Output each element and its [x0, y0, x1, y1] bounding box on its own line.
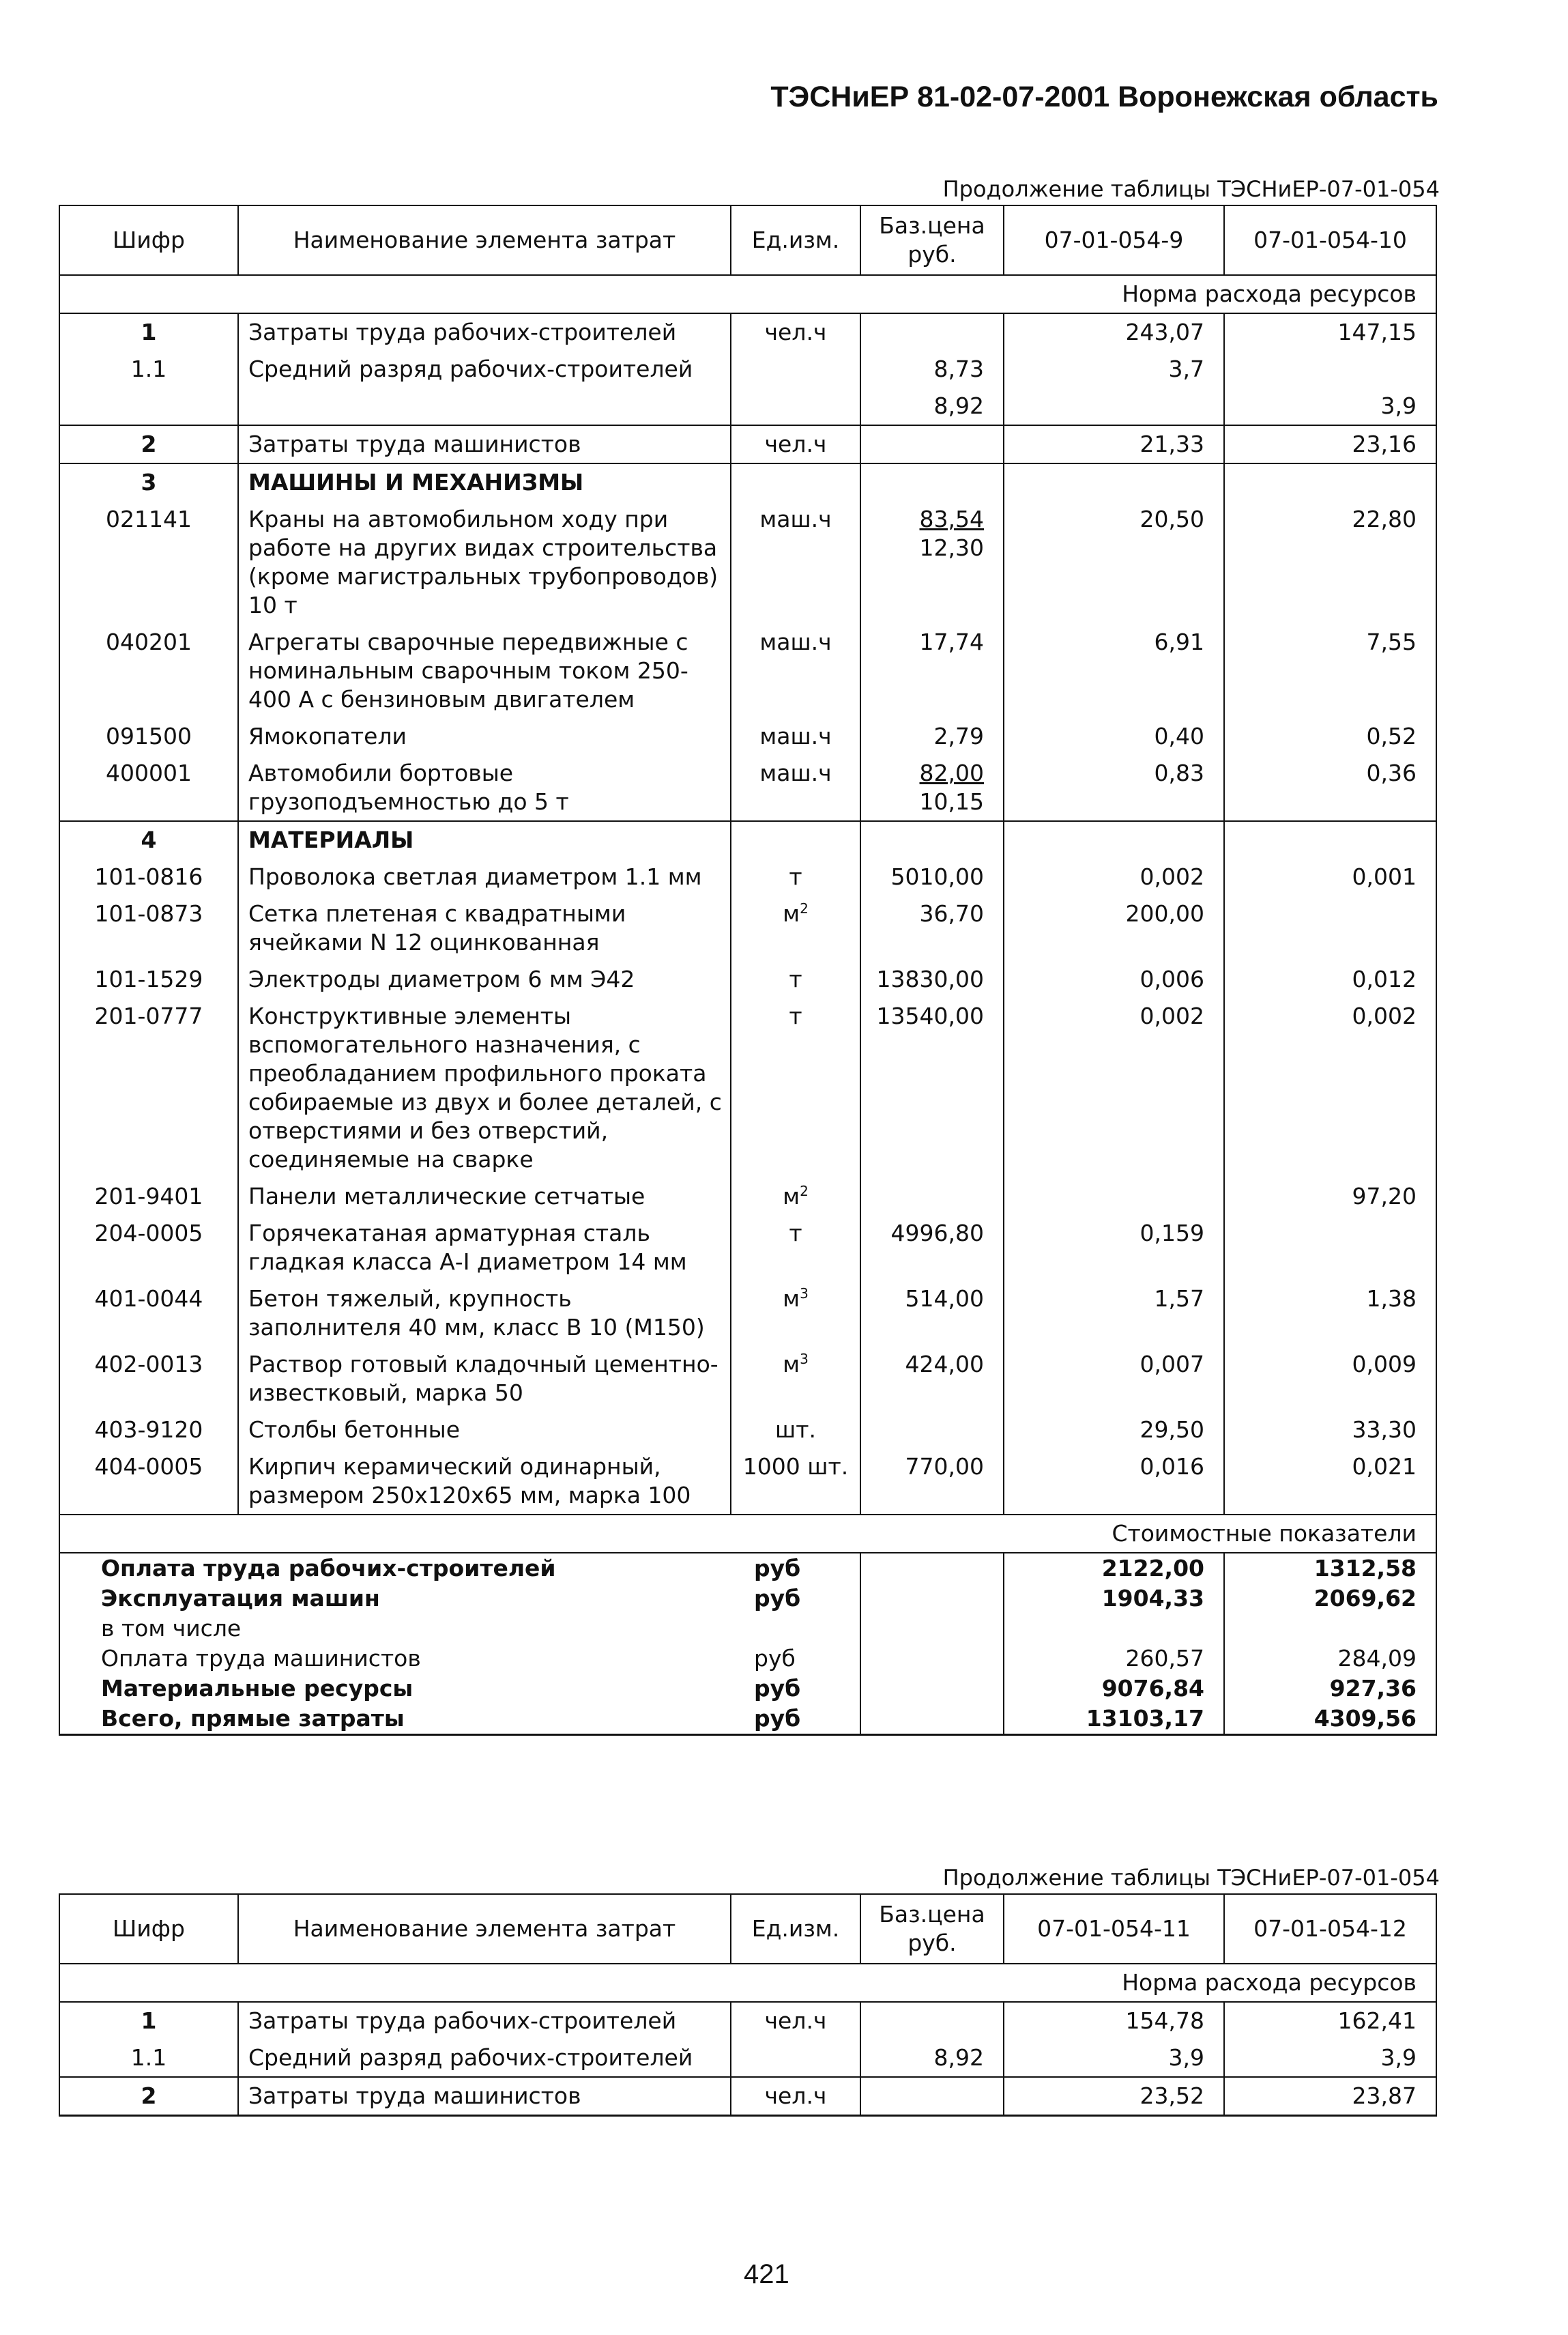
- summary-unit: руб: [731, 1704, 860, 1735]
- row-price: 514,00: [860, 1280, 1004, 1346]
- table-row: [59, 388, 1436, 425]
- row-code: 404-0005: [59, 1448, 238, 1515]
- row-name: Столбы бетонные: [238, 1412, 731, 1448]
- resource-table-2: [59, 1893, 1437, 2117]
- row-unit: [731, 463, 860, 501]
- row-price: [860, 821, 1004, 859]
- summary-value-a: [1004, 1614, 1224, 1644]
- summary-value-b: 1312,58: [1224, 1553, 1436, 1584]
- col-name: Наименование элемента затрат: [238, 1894, 731, 1964]
- norm-label-row: [59, 1964, 1436, 2002]
- row-unit: чел.ч: [731, 2002, 860, 2039]
- row-value-b: 23,87: [1224, 2077, 1436, 2116]
- row-code: 201-9401: [59, 1178, 238, 1215]
- table-row: [59, 1412, 1436, 1448]
- row-value-a: 154,78: [1004, 2002, 1224, 2039]
- table-row: [59, 624, 1436, 718]
- row-price: 17,74: [860, 624, 1004, 718]
- table-row: [59, 859, 1436, 896]
- page-number: 421: [744, 2259, 789, 2289]
- row-code: 1.1: [59, 2039, 238, 2077]
- summary-value-b: 2069,62: [1224, 1584, 1436, 1614]
- summary-price: [860, 1674, 1004, 1704]
- summary-row: [59, 1584, 1436, 1614]
- row-code: 402-0013: [59, 1346, 238, 1412]
- table-row: [59, 961, 1436, 998]
- row-code: 040201: [59, 624, 238, 718]
- row-name: Кирпич керамический одинарный, размером 250х120х65 мм, марка 100: [238, 1448, 731, 1515]
- col-unit: Ед.изм.: [731, 1894, 860, 1964]
- summary-value-b: 284,09: [1224, 1644, 1436, 1674]
- summary-price: [860, 1614, 1004, 1644]
- table-row: [59, 313, 1436, 351]
- row-price: [860, 313, 1004, 351]
- row-name: МАШИНЫ И МЕХАНИЗМЫ: [238, 463, 731, 501]
- row-unit: маш.ч: [731, 501, 860, 624]
- table-row: [59, 2077, 1436, 2116]
- row-price: [860, 2002, 1004, 2039]
- row-name: Затраты труда рабочих-строителей: [238, 2002, 731, 2039]
- row-value-a: 0,016: [1004, 1448, 1224, 1515]
- row-price: 8,92: [860, 2039, 1004, 2077]
- row-value-b: 22,80: [1224, 501, 1436, 624]
- row-value-a: 0,83: [1004, 755, 1224, 821]
- row-unit: маш.ч: [731, 624, 860, 718]
- summary-value-a: 1904,33: [1004, 1584, 1224, 1614]
- row-value-a: 0,159: [1004, 1215, 1224, 1280]
- row-price: 13540,00: [860, 998, 1004, 1178]
- row-value-b: 147,15: [1224, 313, 1436, 351]
- row-value-b: 3,9: [1224, 2039, 1436, 2077]
- row-value-a: 243,07: [1004, 313, 1224, 351]
- row-unit: [731, 351, 860, 388]
- summary-unit: руб: [731, 1644, 860, 1674]
- row-value-b: 0,001: [1224, 859, 1436, 896]
- row-price: 424,00: [860, 1346, 1004, 1412]
- table-row: [59, 2002, 1436, 2039]
- row-value-b: 33,30: [1224, 1412, 1436, 1448]
- row-name: Средний разряд рабочих-строителей: [238, 2039, 731, 2077]
- table-body: [59, 1964, 1436, 2116]
- row-name: Электроды диаметром 6 мм Э42: [238, 961, 731, 998]
- norm-label-row: [59, 275, 1436, 313]
- col-unit: Ед.изм.: [731, 205, 860, 275]
- table-row: [59, 501, 1436, 624]
- row-name: Агрегаты сварочные передвижные с номинальным сварочным током 250-400 А с бензиновым двигателем: [238, 624, 731, 718]
- table-header-row: [59, 205, 1436, 275]
- table-row: [59, 1178, 1436, 1215]
- summary-name: Оплата труда машинистов: [59, 1644, 731, 1674]
- summary-value-a: 13103,17: [1004, 1704, 1224, 1735]
- summary-name: Эксплуатация машин: [59, 1584, 731, 1614]
- row-value-b: 23,16: [1224, 425, 1436, 463]
- row-code: 2: [59, 2077, 238, 2116]
- summary-row: [59, 1644, 1436, 1674]
- row-unit: чел.ч: [731, 425, 860, 463]
- row-name: Проволока светлая диаметром 1.1 мм: [238, 859, 731, 896]
- row-name: Автомобили бортовые грузоподъемностью до 5 т: [238, 755, 731, 821]
- row-code: 201-0777: [59, 998, 238, 1178]
- row-value-b: 162,41: [1224, 2002, 1436, 2039]
- row-unit: $м^2$: [731, 896, 860, 961]
- summary-value-b: 4309,56: [1224, 1704, 1436, 1735]
- row-code: 1: [59, 313, 238, 351]
- table-row: [59, 821, 1436, 859]
- row-unit: маш.ч: [731, 755, 860, 821]
- row-code: 091500: [59, 718, 238, 755]
- table-row: [59, 351, 1436, 388]
- summary-price: [860, 1704, 1004, 1735]
- row-name: Ямокопатели: [238, 718, 731, 755]
- row-value-a: 23,52: [1004, 2077, 1224, 2116]
- norm-label: Норма расхода ресурсов: [59, 1964, 1436, 2002]
- row-price: [860, 425, 1004, 463]
- row-unit: чел.ч: [731, 313, 860, 351]
- row-value-a: 20,50: [1004, 501, 1224, 624]
- summary-unit: руб: [731, 1674, 860, 1704]
- row-unit: т: [731, 1215, 860, 1280]
- row-name: Бетон тяжелый, крупность заполнителя 40 мм, класс В 10 (М150): [238, 1280, 731, 1346]
- summary-name: Материальные ресурсы: [59, 1674, 731, 1704]
- table-row: [59, 463, 1436, 501]
- table-continuation-label: Продолжение таблицы ТЭСНиЕР-07-01-054: [942, 176, 1440, 202]
- row-unit: $м^2$: [731, 1178, 860, 1215]
- table-row: [59, 1215, 1436, 1280]
- table-row: [59, 425, 1436, 463]
- row-value-a: 3,7: [1004, 351, 1224, 388]
- row-value-a: 0,007: [1004, 1346, 1224, 1412]
- price-value-secondary: 10,15: [919, 788, 984, 815]
- row-value-b: 97,20: [1224, 1178, 1436, 1215]
- row-price: [860, 463, 1004, 501]
- row-name: Сетка плетеная с квадратными ячейками N 12 оцинкованная: [238, 896, 731, 961]
- row-code: 101-0873: [59, 896, 238, 961]
- row-value-b: 0,002: [1224, 998, 1436, 1178]
- summary-price: [860, 1644, 1004, 1674]
- row-value-b: 7,55: [1224, 624, 1436, 718]
- row-price: 4996,80: [860, 1215, 1004, 1280]
- row-name: Затраты труда рабочих-строителей: [238, 313, 731, 351]
- table-row: [59, 718, 1436, 755]
- row-code: 101-1529: [59, 961, 238, 998]
- row-code: 401-0044: [59, 1280, 238, 1346]
- resource-table-1: [59, 205, 1437, 1736]
- row-value-b: [1224, 821, 1436, 859]
- table-body: [59, 275, 1436, 1735]
- row-value-b: [1224, 351, 1436, 388]
- row-unit: шт.: [731, 1412, 860, 1448]
- row-code: 4: [59, 821, 238, 859]
- row-name: Раствор готовый кладочный цементно-известковый, марка 50: [238, 1346, 731, 1412]
- row-unit: 1000 шт.: [731, 1448, 860, 1515]
- row-value-b: 0,021: [1224, 1448, 1436, 1515]
- price-value-secondary: 12,30: [919, 534, 984, 561]
- summary-row: [59, 1704, 1436, 1735]
- row-value-b: [1224, 1215, 1436, 1280]
- row-price: 2,79: [860, 718, 1004, 755]
- summary-price: [860, 1584, 1004, 1614]
- col-name: Наименование элемента затрат: [238, 205, 731, 275]
- row-value-b: 0,52: [1224, 718, 1436, 755]
- row-value-a: 200,00: [1004, 896, 1224, 961]
- row-value-a: 0,002: [1004, 998, 1224, 1178]
- row-price: 770,00: [860, 1448, 1004, 1515]
- page-header: ТЭСНиЕР 81-02-07-2001 Воронежская область: [770, 81, 1438, 113]
- price-value: 82,00: [919, 760, 984, 786]
- row-name: Панели металлические сетчатые: [238, 1178, 731, 1215]
- table-row: [59, 896, 1436, 961]
- summary-row: [59, 1614, 1436, 1644]
- row-value-a: [1004, 463, 1224, 501]
- table-row: [59, 1346, 1436, 1412]
- summary-unit: руб: [731, 1584, 860, 1614]
- row-unit: т: [731, 859, 860, 896]
- col-price: Баз.цена руб.: [860, 205, 1004, 275]
- summary-name: Оплата труда рабочих-строителей: [59, 1553, 731, 1584]
- table-row: [59, 755, 1436, 821]
- row-value-a: [1004, 1178, 1224, 1215]
- row-value-b: 1,38: [1224, 1280, 1436, 1346]
- row-value-b: 0,012: [1224, 961, 1436, 998]
- row-unit: чел.ч: [731, 2077, 860, 2116]
- col-a: 07-01-054-9: [1004, 205, 1224, 275]
- col-a: 07-01-054-11: [1004, 1894, 1224, 1964]
- row-name: Средний разряд рабочих-строителей: [238, 351, 731, 388]
- row-value-a: [1004, 821, 1224, 859]
- row-code: 2: [59, 425, 238, 463]
- row-name: Затраты труда машинистов: [238, 425, 731, 463]
- row-value-a: 29,50: [1004, 1412, 1224, 1448]
- row-value-b: 0,009: [1224, 1346, 1436, 1412]
- summary-row: [59, 1553, 1436, 1584]
- row-value-a: 6,91: [1004, 624, 1224, 718]
- row-price: [860, 501, 1004, 624]
- summary-name: в том числе: [59, 1614, 731, 1644]
- summary-name: Всего, прямые затраты: [59, 1704, 731, 1735]
- summary-row: [59, 1674, 1436, 1704]
- row-unit: [731, 388, 860, 425]
- row-price: 8,73: [860, 351, 1004, 388]
- row-code: 101-0816: [59, 859, 238, 896]
- row-price: [860, 1178, 1004, 1215]
- row-price: [860, 2077, 1004, 2116]
- cost-label: Стоимостные показатели: [59, 1515, 1436, 1553]
- cost-label-row: [59, 1515, 1436, 1553]
- row-value-b: 0,36: [1224, 755, 1436, 821]
- row-value-a: 0,40: [1004, 718, 1224, 755]
- norm-label: Норма расхода ресурсов: [59, 275, 1436, 313]
- row-code: [59, 388, 238, 425]
- row-code: 403-9120: [59, 1412, 238, 1448]
- table-header-row: [59, 1894, 1436, 1964]
- row-name: Затраты труда машинистов: [238, 2077, 731, 2116]
- row-name: Горячекатаная арматурная сталь гладкая класса А-I диаметром 14 мм: [238, 1215, 731, 1280]
- row-value-a: 0,002: [1004, 859, 1224, 896]
- row-code: 1.1: [59, 351, 238, 388]
- row-unit: [731, 821, 860, 859]
- row-value-a: [1004, 388, 1224, 425]
- row-value-a: 3,9: [1004, 2039, 1224, 2077]
- row-name: Конструктивные элементы вспомогательного назначения, с преобладанием профильного проката собираемые из двух и более деталей, с отверстиями и без отверстий, соединяемые на сварке: [238, 998, 731, 1178]
- row-value-a: 0,006: [1004, 961, 1224, 998]
- row-code: 204-0005: [59, 1215, 238, 1280]
- row-unit: [731, 2039, 860, 2077]
- row-code: 3: [59, 463, 238, 501]
- row-code: 1: [59, 2002, 238, 2039]
- row-price: [860, 1412, 1004, 1448]
- row-price: [860, 755, 1004, 821]
- summary-price: [860, 1553, 1004, 1584]
- row-unit: $м^3$: [731, 1346, 860, 1412]
- row-value-b: [1224, 463, 1436, 501]
- row-unit: $м^3$: [731, 1280, 860, 1346]
- row-unit: маш.ч: [731, 718, 860, 755]
- table-row: [59, 998, 1436, 1178]
- row-price: 13830,00: [860, 961, 1004, 998]
- row-name: [238, 388, 731, 425]
- row-value-b: 3,9: [1224, 388, 1436, 425]
- col-b: 07-01-054-12: [1224, 1894, 1436, 1964]
- row-code: 021141: [59, 501, 238, 624]
- summary-value-a: 9076,84: [1004, 1674, 1224, 1704]
- price-value: 83,54: [919, 506, 984, 532]
- row-unit: т: [731, 961, 860, 998]
- table-row: [59, 1448, 1436, 1515]
- row-value-a: 1,57: [1004, 1280, 1224, 1346]
- summary-value-a: 2122,00: [1004, 1553, 1224, 1584]
- col-code: Шифр: [59, 205, 238, 275]
- col-code: Шифр: [59, 1894, 238, 1964]
- row-name: Краны на автомобильном ходу при работе на других видах строительства (кроме магистральных трубопроводов) 10 т: [238, 501, 731, 624]
- summary-unit: руб: [731, 1553, 860, 1584]
- table-row: [59, 2039, 1436, 2077]
- summary-value-b: [1224, 1614, 1436, 1644]
- row-price: 5010,00: [860, 859, 1004, 896]
- summary-value-b: 927,36: [1224, 1674, 1436, 1704]
- row-name: МАТЕРИАЛЫ: [238, 821, 731, 859]
- summary-value-a: 260,57: [1004, 1644, 1224, 1674]
- col-b: 07-01-054-10: [1224, 205, 1436, 275]
- row-price: 36,70: [860, 896, 1004, 961]
- row-value-a: 21,33: [1004, 425, 1224, 463]
- row-value-b: [1224, 896, 1436, 961]
- col-price: Баз.цена руб.: [860, 1894, 1004, 1964]
- summary-unit: [731, 1614, 860, 1644]
- table-row: [59, 1280, 1436, 1346]
- row-code: 400001: [59, 755, 238, 821]
- row-unit: т: [731, 998, 860, 1178]
- row-price: 8,92: [860, 388, 1004, 425]
- table-continuation-label-2: Продолжение таблицы ТЭСНиЕР-07-01-054: [942, 1865, 1440, 1891]
